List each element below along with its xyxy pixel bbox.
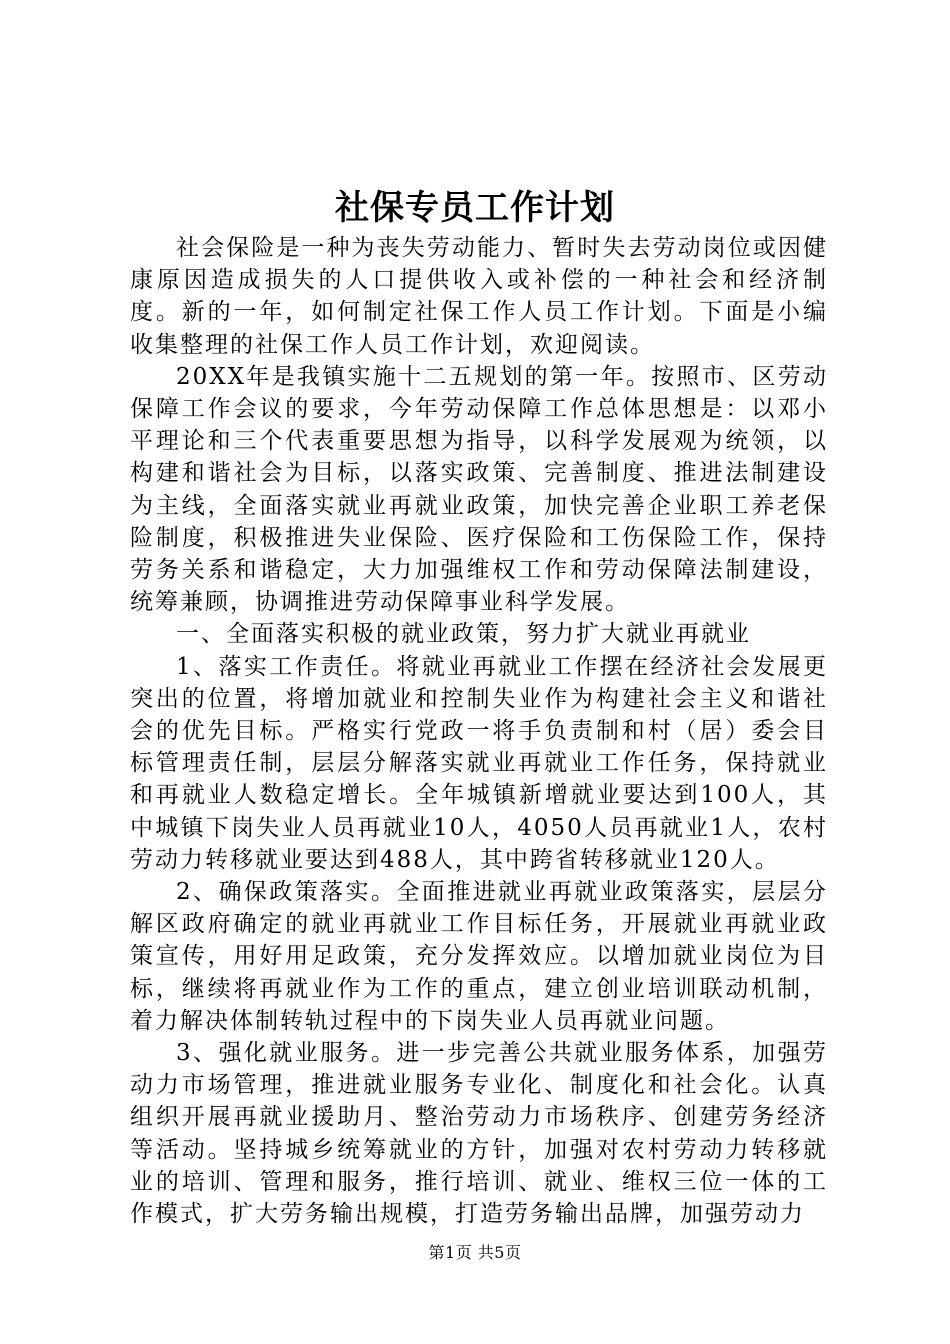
- page-footer: 第1页 共5页: [428, 1243, 522, 1262]
- document-title: 社保专员工作计划: [335, 188, 615, 228]
- paragraph-item-2: 2、确保政策落实。全面推进就业再就业政策落实，层层分解区政府确定的就业再就业工作目标任务，开展就业再就业政策宣传，用好用足政策，充分发挥效应。以增加就业岗位为目标，继续将再就业作为工作的重点，建立创业培训联动机制，着力解决体制转轨过程中的下岗失业人员再就业问题。: [130, 879, 828, 1034]
- paragraph-item-1: 1、落实工作责任。将就业再就业工作摆在经济社会发展更突出的位置，将增加就业和控制失业作为构建社会主义和谐社会的优先目标。严格实行党政一将手负责制和村（居）委会目标管理责任制，层层分解落实就业再就业工作任务，保持就业和再就业人数稳定增长。全年城镇新增就业要达到100人，其中城镇下岗失业人员再就业10人，4050人员再就业1人，农村劳动力转移就业要达到488人，其中跨省转移就业120人。: [130, 653, 828, 873]
- section-heading-employment: 一、全面落实积极的就业政策，努力扩大就业再就业: [176, 621, 751, 648]
- document-body: [130, 232, 828, 1230]
- paragraph-item-3: 3、强化就业服务。进一步完善公共就业服务体系，加强劳动力市场管理，推进就业服务专业化、制度化和社会化。认真组织开展再就业援助月、整治劳动力市场秩序、创建劳务经济等活动。坚持城乡统筹就业的方针，加强对农村劳动力转移就业的培训、管理和服务，推行培训、就业、维权三位一体的工作模式，扩大劳务输出规模，打造劳务输出品牌，加强劳动力: [130, 1040, 828, 1228]
- paragraph-intro: 社会保险是一种为丧失劳动能力、暂时失去劳动岗位或因健康原因造成损失的人口提供收入或补偿的一种社会和经济制度。新的一年，如何制定社保工作人员工作计划。下面是小编收集整理的社保工作人员工作计划，欢迎阅读。: [130, 235, 828, 358]
- paragraph-overview: 20XX年是我镇实施十二五规划的第一年。按照市、区劳动保障工作会议的要求，今年劳动保障工作总体思想是：以邓小平理论和三个代表重要思想为指导，以科学发展观为统领，以构建和谐社会为目标，以落实政策、完善制度、推进法制建设为主线，全面落实就业再就业政策，加快完善企业职工养老保险制度，积极推进失业保险、医疗保险和工伤保险工作，保持劳务关系和谐稳定，大力加强维权工作和劳动保障法制建设，统筹兼顾，协调推进劳动保障事业科学发展。: [130, 363, 828, 616]
